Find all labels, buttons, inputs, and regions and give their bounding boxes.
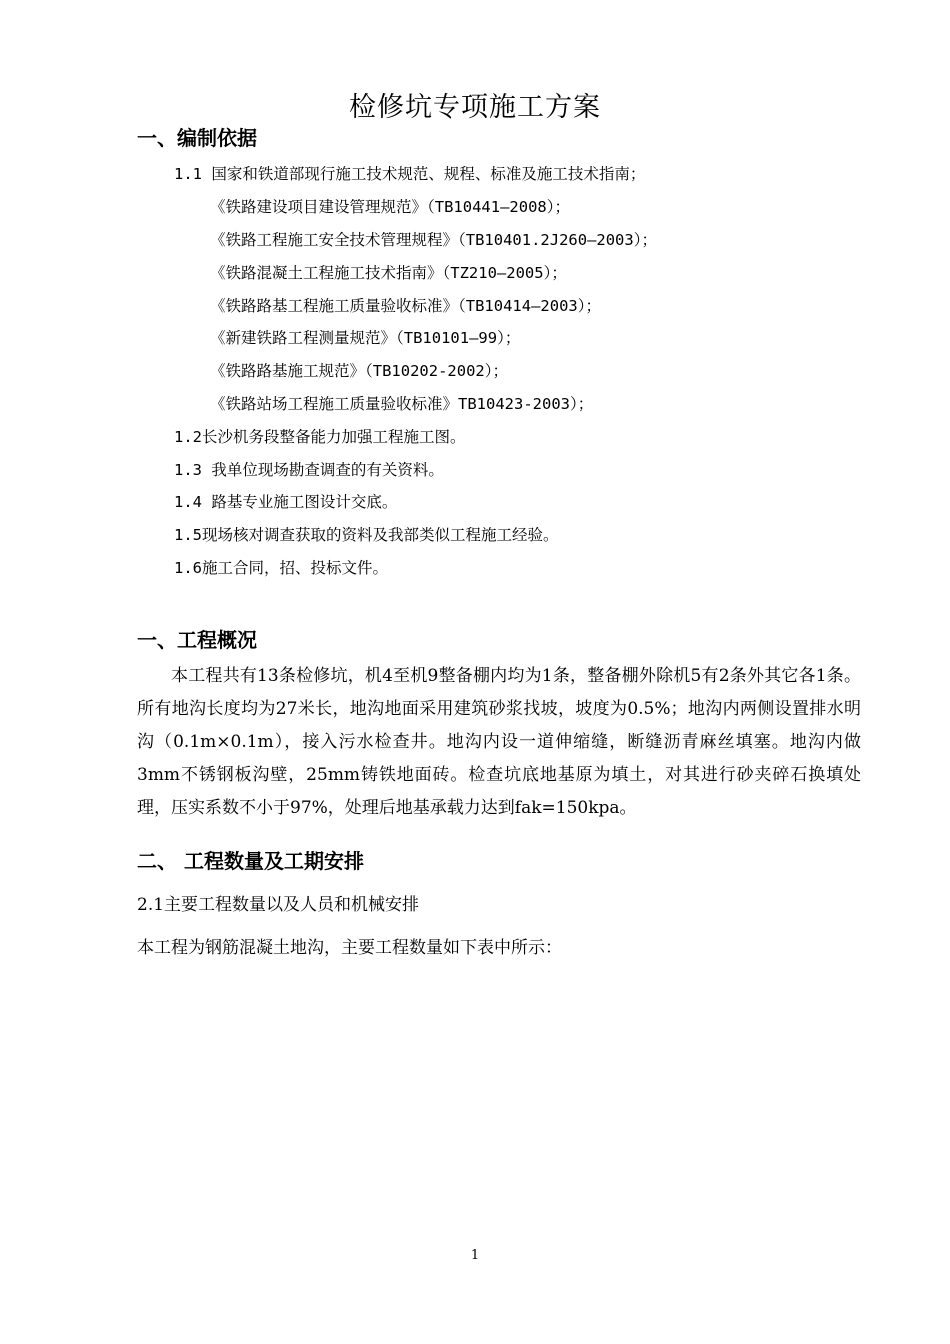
basis-item: 《铁路混凝土工程施工技术指南》（TZ210—2005）； — [210, 264, 567, 282]
basis-item: 1.3 我单位现场勘查调查的有关资料。 — [174, 461, 444, 479]
basis-item: 《铁路路基工程施工质量验收标准》（TB10414—2003）； — [210, 297, 601, 315]
basis-item: 1.5现场核对调查获取的资料及我部类似工程施工经验。 — [174, 526, 559, 544]
overview-paragraph: 本工程共有13条检修坑，机4至机9整备棚内均为1条，整备棚外除机5有2条外其它各1条。所有地沟长度均为27米长，地沟地面采用建筑砂浆找坡，坡度为0.5%；地沟内两侧设置排水明沟（0.1m×0.1m），接入污水检查井。地沟内设一道伸缩缝，断缝沥青麻丝填塞。地沟内做3mm不锈钢板沟壁，25mm铸铁地面砖。检查坑底地基原为填土，对其进行砂夹碎石换填处理，压实系数不小于97%，处理后地基承载力达到fak=150kpa。 — [137, 666, 861, 818]
page-number: 1 — [470, 1248, 480, 1263]
basis-item: 《铁路站场工程施工质量验收标准》TB10423-2003）； — [210, 395, 594, 413]
subsection-heading: 2.1主要工程数量以及人员和机械安排 — [137, 895, 420, 915]
basis-item: 1.2长沙机务段整备能力加强工程施工图。 — [174, 428, 466, 446]
basis-item: 1.1 国家和铁道部现行施工技术规范、规程、标准及施工技术指南； — [174, 165, 646, 183]
basis-item: 《铁路路基施工规范》（TB10202-2002）； — [210, 362, 508, 380]
section-heading-quantities: 二、 工程数量及工期安排 — [137, 849, 364, 873]
section-heading-overview: 一、工程概况 — [137, 628, 257, 652]
basis-item: 《新建铁路工程测量规范》（TB10101—99）； — [210, 329, 521, 347]
section-heading-basis: 一、编制依据 — [137, 126, 257, 150]
quantities-intro: 本工程为钢筋混凝土地沟，主要工程数量如下表中所示： — [137, 938, 562, 958]
basis-item: 《铁路建设项目建设管理规范》（TB10441—2008）； — [210, 198, 570, 216]
basis-item: 1.6施工合同，招、投标文件。 — [174, 559, 388, 577]
basis-item: 《铁路工程施工安全技术管理规程》（TB10401.2J260—2003）； — [210, 231, 657, 249]
basis-item: 1.4 路基专业施工图设计交底。 — [174, 493, 398, 511]
document-title: 检修坑专项施工方案 — [349, 92, 601, 123]
